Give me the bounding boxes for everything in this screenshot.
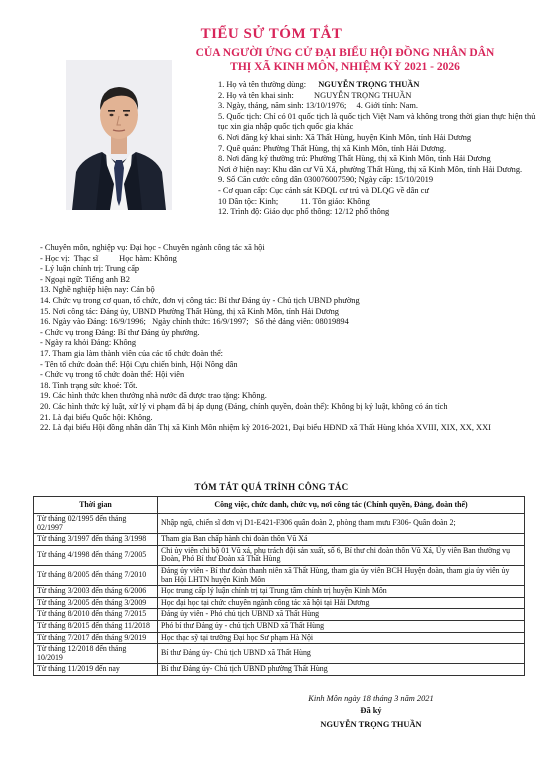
bio-item-7: 7. Quê quán: Phường Thất Hùng, thị xã Kinh Môn, tỉnh Hải Dương.: [218, 143, 447, 153]
bio-item-2: [218, 91, 536, 102]
column-header-time: Thời gian: [34, 497, 158, 514]
detail-line: 22. Là đại biểu Hội đồng nhân dân Thị xã Kinh Môn nhiệm kỳ 2016-2021, Đại biểu HĐND xã Thất Hùng khóa XVIII, XIX, XX, XXI: [40, 423, 491, 433]
detail-line: - Ngày ra khỏi Đảng: Không: [40, 338, 137, 348]
bio-item-1-label: 1. Họ và tên thường dùng:: [218, 80, 307, 89]
bio-item-3-4: [218, 101, 536, 112]
row-position: Bí thư Đảng ủy- Chủ tịch UBND xã Thất Hùng: [158, 644, 525, 664]
detail-line: - Ngoại ngữ: Tiếng anh B2: [40, 274, 130, 284]
row-position: Học thạc sỹ tại trường Đại học Sư phạm Hà Nội: [158, 632, 525, 644]
place-and-date: Kinh Môn ngày 18 tháng 3 năm 2021: [308, 694, 434, 703]
personal-info-section: [218, 80, 536, 218]
column-header-position: Công việc, chức danh, chức vụ, nơi công tác (Chính quyền, Đảng, đoàn thể): [158, 497, 525, 514]
row-position: Tham gia Ban chấp hành chi đoàn thôn Vũ Xá: [158, 534, 525, 546]
detail-line: - Chức vụ trong Đảng: Bí thư Đảng ủy phường.: [40, 327, 200, 337]
detail-line: 20. Các hình thức kỷ luật, xử lý vi phạm đã bị áp dụng (Đảng, chính quyền, đoàn thể): Không bị kỷ luật, không có án tích: [40, 401, 448, 411]
row-position: Chi ủy viên chi bộ 01 Vũ xá, phụ trách đội sản xuất, số 6, Bí thư chi đoàn thôn Vũ Xá, Ủy viên Ban thường vụ Đoàn, Phó Bí thư Đoàn xã Thất Hùng: [158, 545, 525, 565]
qualifications-section: [40, 243, 530, 434]
bio-item-9: 9. Số Căn cước công dân 030076007590; Ngày cấp: 15/10/2019: [218, 175, 434, 185]
bio-item-3: 3. Ngày, tháng, năm sinh: 13/10/1976;: [218, 101, 347, 111]
table-row: [34, 586, 525, 598]
table-row: [34, 632, 525, 644]
subtitle-line-1: CỦA NGƯỜI ỨNG CỬ ĐẠI BIỂU HỘI ĐỒNG NHÂN DÂN: [195, 47, 495, 59]
bio-item-12: 12. Trình độ: Giáo dục phổ thông: 12/12 phổ thông: [218, 207, 390, 217]
row-position: Đảng ủy viên - Phó chủ tịch UBND xã Thất Hùng: [158, 609, 525, 621]
career-history-table: [33, 496, 525, 676]
row-time: Từ tháng 8/2015 đến tháng 11/2018: [34, 620, 158, 632]
row-position: Bí thư Đảng ủy- Chủ tịch UBND phường Thất Hùng: [158, 664, 525, 676]
signer-name: NGUYỄN TRỌNG THUẦN: [320, 720, 422, 729]
bio-item-1-value: NGUYỄN TRỌNG THUẦN: [318, 80, 420, 89]
bio-item-10: 10 Dân tộc: Kinh;: [218, 196, 279, 206]
portrait-illustration: [66, 60, 172, 210]
row-time: Từ tháng 02/1995 đến tháng 02/1997: [34, 514, 158, 534]
detail-line: 18. Tình trạng sức khoẻ: Tốt.: [40, 380, 138, 390]
detail-line: 13. Nghề nghiệp hiện nay: Cán bộ: [40, 285, 155, 295]
table-row: [34, 545, 525, 565]
row-position: Đảng ủy viên - Bí thư đoàn thanh niên xã Thất Hùng, tham gia ủy viên BCH Huyện đoàn, tham gia ủy viên ủy ban Hội LHTN huyện Kinh Môn: [158, 565, 525, 585]
document-subtitle: [150, 46, 540, 74]
bio-item-2-value: NGUYỄN TRỌNG THUẦN: [314, 90, 412, 100]
bio-item-5: 5. Quốc tịch: Chỉ có 01 quốc tịch là quốc tịch Việt Nam và không trong thời gian thực hiện thủ tục xin gia nhập quốc tịch quốc gia khác: [218, 111, 536, 132]
document-title: TIỂU SỬ TÓM TẮT: [200, 26, 343, 42]
detail-line: - Học vị: Thạc sĩ Học hàm: Không: [40, 253, 177, 263]
row-position: Phó bí thư Đảng ủy - chủ tịch UBND xã Thất Hùng: [158, 620, 525, 632]
table-row: [34, 644, 525, 664]
row-time: Từ tháng 3/2005 đến tháng 3/2009: [34, 597, 158, 609]
detail-line: 17. Tham gia làm thành viên của các tổ chức đoàn thể:: [40, 348, 223, 358]
detail-line: 14. Chức vụ trong cơ quan, tổ chức, đơn vị công tác: Bí thư Đảng ủy - Chủ tịch UBND phường: [40, 295, 360, 305]
row-time: Từ tháng 12/2018 đến tháng 10/2019: [34, 644, 158, 664]
table-row: [34, 620, 525, 632]
row-time: Từ tháng 8/2005 đến tháng 7/2010: [34, 565, 158, 585]
career-table-title: TÓM TẮT QUÁ TRÌNH CÔNG TÁC: [194, 482, 349, 492]
detail-line: - Tên tổ chức đoàn thể: Hội Cựu chiến binh, Hội Nông dân: [40, 359, 238, 369]
row-time: Từ tháng 11/2019 đến nay: [34, 664, 158, 676]
detail-line: 21. Là đại biểu Quốc hội: Không.: [40, 412, 153, 422]
table-row: [34, 609, 525, 621]
detail-line: 15. Nơi công tác: Đảng ủy, UBND Phường Thất Hùng, thị xã Kinh Môn, tỉnh Hải Dương: [40, 306, 339, 316]
table-row: [34, 514, 525, 534]
bio-item-4: 4. Giới tính: Nam.: [356, 101, 418, 111]
table-row: [34, 565, 525, 585]
row-time: Từ tháng 3/2003 đến tháng 6/2006: [34, 586, 158, 598]
table-row: [34, 534, 525, 546]
subtitle-line-2: THỊ XÃ KINH MÔN, NHIỆM KỲ 2021 - 2026: [230, 61, 460, 73]
table-row: [34, 597, 525, 609]
row-position: Nhập ngũ, chiến sĩ đơn vị D1-E421-F306 quân đoàn 2, phòng tham mưu F306- Quân đoàn 2;: [158, 514, 525, 534]
bio-item-11: 11. Tôn giáo: Không: [300, 196, 370, 206]
bio-item-6: 6. Nơi đăng ký khai sinh: Xã Thất Hùng, huyện Kinh Môn, tỉnh Hải Dương: [218, 132, 472, 142]
detail-line: - Chức vụ trong tổ chức đoàn thể: Hội viên: [40, 370, 185, 380]
detail-line: 16. Ngày vào Đảng: 16/9/1996; Ngày chính thức: 16/9/1997; Số thẻ đảng viên: 08019894: [40, 317, 349, 327]
table-row: [34, 664, 525, 676]
candidate-portrait-photo: [66, 60, 172, 210]
row-position: Học đại học tại chức chuyên ngành công tác xã hội tại Hải Dương: [158, 597, 525, 609]
detail-line: - Lý luận chính trị: Trung cấp: [40, 264, 140, 274]
bio-item-2-label: 2. Họ và tên khai sinh:: [218, 90, 294, 100]
detail-line: - Chuyên môn, nghiệp vụ: Đại học - Chuyên ngành công tác xã hội: [40, 243, 265, 252]
table-header-row: [34, 497, 525, 514]
row-time: Từ tháng 7/2017 đến tháng 9/2019: [34, 632, 158, 644]
row-time: Từ tháng 3/1997 đến tháng 3/1998: [34, 534, 158, 546]
bio-item-1: [218, 80, 536, 91]
bio-item-8: 8. Nơi đăng ký thường trú: Phường Thất Hùng, thị xã Kinh Môn, tỉnh Hải Dương: [218, 154, 491, 164]
signature-block: [296, 693, 446, 731]
row-position: Học trung cấp lý luận chính trị tại Trung tâm chính trị huyện Kinh Môn: [158, 586, 525, 598]
row-time: Từ tháng 4/1998 đến tháng 7/2005: [34, 545, 158, 565]
detail-line: 19. Các hình thức khen thưởng nhà nước đã được trao tặng: Không.: [40, 391, 267, 401]
signed-note: Đã ký: [360, 706, 382, 715]
bio-item-9b: - Cơ quan cấp: Cục cảnh sát KĐQL cư trú và DLQG về dân cư: [218, 185, 429, 195]
row-time: Từ tháng 8/2010 đến tháng 7/2015: [34, 609, 158, 621]
bio-item-8b: Nơi ở hiện nay: Khu dân cư Vũ Xá, phường Thất Hùng, thị xã Kinh Môn, tỉnh Hải Dương.: [218, 164, 523, 174]
bio-item-10-11: [218, 197, 536, 208]
